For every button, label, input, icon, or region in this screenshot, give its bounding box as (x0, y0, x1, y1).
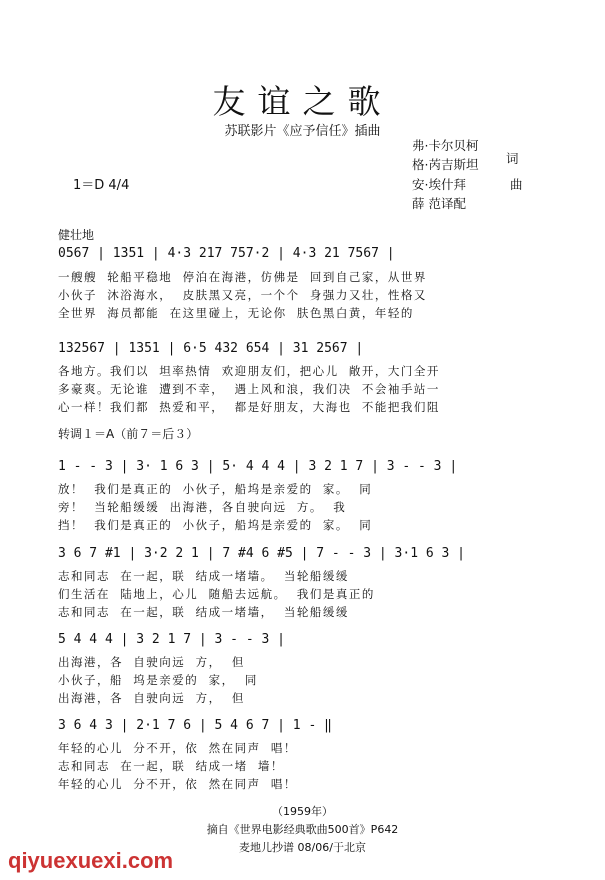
modulation-marking: 转调１＝A（前７＝后３） (58, 427, 199, 441)
lyric-row-3-verse-3: 挡！ 我们是真正的 小伙子，船坞是亲爱的 家。 同 (58, 518, 373, 532)
lyric-row-1-verse-1: 一艘艘 轮船平稳地 停泊在海港，仿佛是 回到自己家，从世界 (58, 270, 427, 284)
lyric-row-3-verse-2: 旁！ 当轮船缓缓 出海港，各自驶向远 方。 我 (58, 500, 347, 514)
music-label: 曲 (510, 177, 523, 192)
credit-lyricist-1: 弗·卡尔贝柯 (412, 138, 479, 153)
lyrics-label: 词 (506, 151, 519, 166)
notation-row-4: 3 6 7 #1 | 3·2 2 1 | 7 #4 6 #5 | 7 - - 3 | 3·1 6 3 | (58, 546, 465, 561)
lyric-row-5-verse-3: 出海港，各 自驶向远 方， 但 (58, 691, 245, 705)
credit-composer: 安·埃什拜 (412, 177, 466, 192)
lyric-row-6-verse-1: 年轻的心儿 分不开，依 然在同声 唱！ (58, 741, 297, 755)
lyric-row-6-verse-3: 年轻的心儿 分不开，依 然在同声 唱！ (58, 777, 297, 791)
lyric-row-2-verse-3: 心一样！我们都 热爱和平， 都是好朋友，大海也 不能把我们阻 (58, 400, 440, 414)
key-signature: 1＝D 4/4 (73, 178, 130, 193)
notation-row-2: 132567 | 1351 | 6·5 432 654 | 31 2567 | (58, 341, 364, 356)
credit-translator: 薛 范译配 (412, 196, 466, 211)
lyric-row-4-verse-3: 志和同志 在一起，联 结成一堵墙， 当轮船缓缓 (58, 605, 349, 619)
notation-row-3: 1 - - 3 | 3· 1 6 3 | 5· 4 4 4 | 3 2 1 7 | 3 - - 3 | (58, 459, 458, 474)
lyric-row-1-verse-3: 全世界 海员都能 在这里碰上，无论你 肤色黑白黄，年轻的 (58, 306, 414, 320)
lyric-row-3-verse-1: 放！ 我们是真正的 小伙子，船坞是亲爱的 家。 同 (58, 482, 373, 496)
song-subtitle: 苏联影片《应予信任》插曲 (224, 124, 381, 139)
lyric-row-5-verse-1: 出海港，各 自驶向远 方， 但 (58, 655, 245, 669)
source-note: 摘自《世界电影经典歌曲500首》P642 (206, 823, 399, 836)
song-title: 友谊之歌 (212, 82, 393, 121)
tempo-marking: 健壮地 (58, 228, 95, 242)
notation-row-6: 3 6 4 3 | 2·1 7 6 | 5 4 6 7 | 1 - ‖ (58, 718, 332, 733)
lyric-row-1-verse-2: 小伙子 沐浴海水， 皮肤黑又亮，一个个 身强力又壮，性格又 (58, 288, 427, 302)
credit-lyricist-2: 格·芮吉斯坦 (412, 157, 479, 172)
notation-row-1: 0567 | 1351 | 4·3 217 757·2 | 4·3 21 7567 | (58, 246, 395, 261)
site-watermark: qiyuexuexi.com (8, 848, 174, 873)
scribe-note: 麦地儿抄谱 08/06/于北京 (239, 841, 366, 854)
lyric-row-4-verse-2: 们生活在 陆地上，心儿 随船去远航。 我们是真正的 (58, 587, 375, 601)
lyric-row-6-verse-2: 志和同志 在一起，联 结成一堵 墙！ (58, 759, 284, 773)
lyric-row-2-verse-2: 多豪爽。无论谁 遭到不幸， 遇上风和浪，我们决 不会袖手站一 (58, 382, 440, 396)
lyric-row-2-verse-1: 各地方。我们以 坦率热情 欢迎朋友们，把心儿 敞开，大门全开 (58, 364, 440, 378)
year-note: （1959年） (272, 805, 333, 818)
lyric-row-5-verse-2: 小伙子，船 坞是亲爱的 家， 同 (58, 673, 258, 687)
notation-row-5: 5 4 4 4 | 3 2 1 7 | 3 - - 3 | (58, 632, 285, 647)
lyric-row-4-verse-1: 志和同志 在一起，联 结成一堵墙。 当轮船缓缓 (58, 569, 349, 583)
